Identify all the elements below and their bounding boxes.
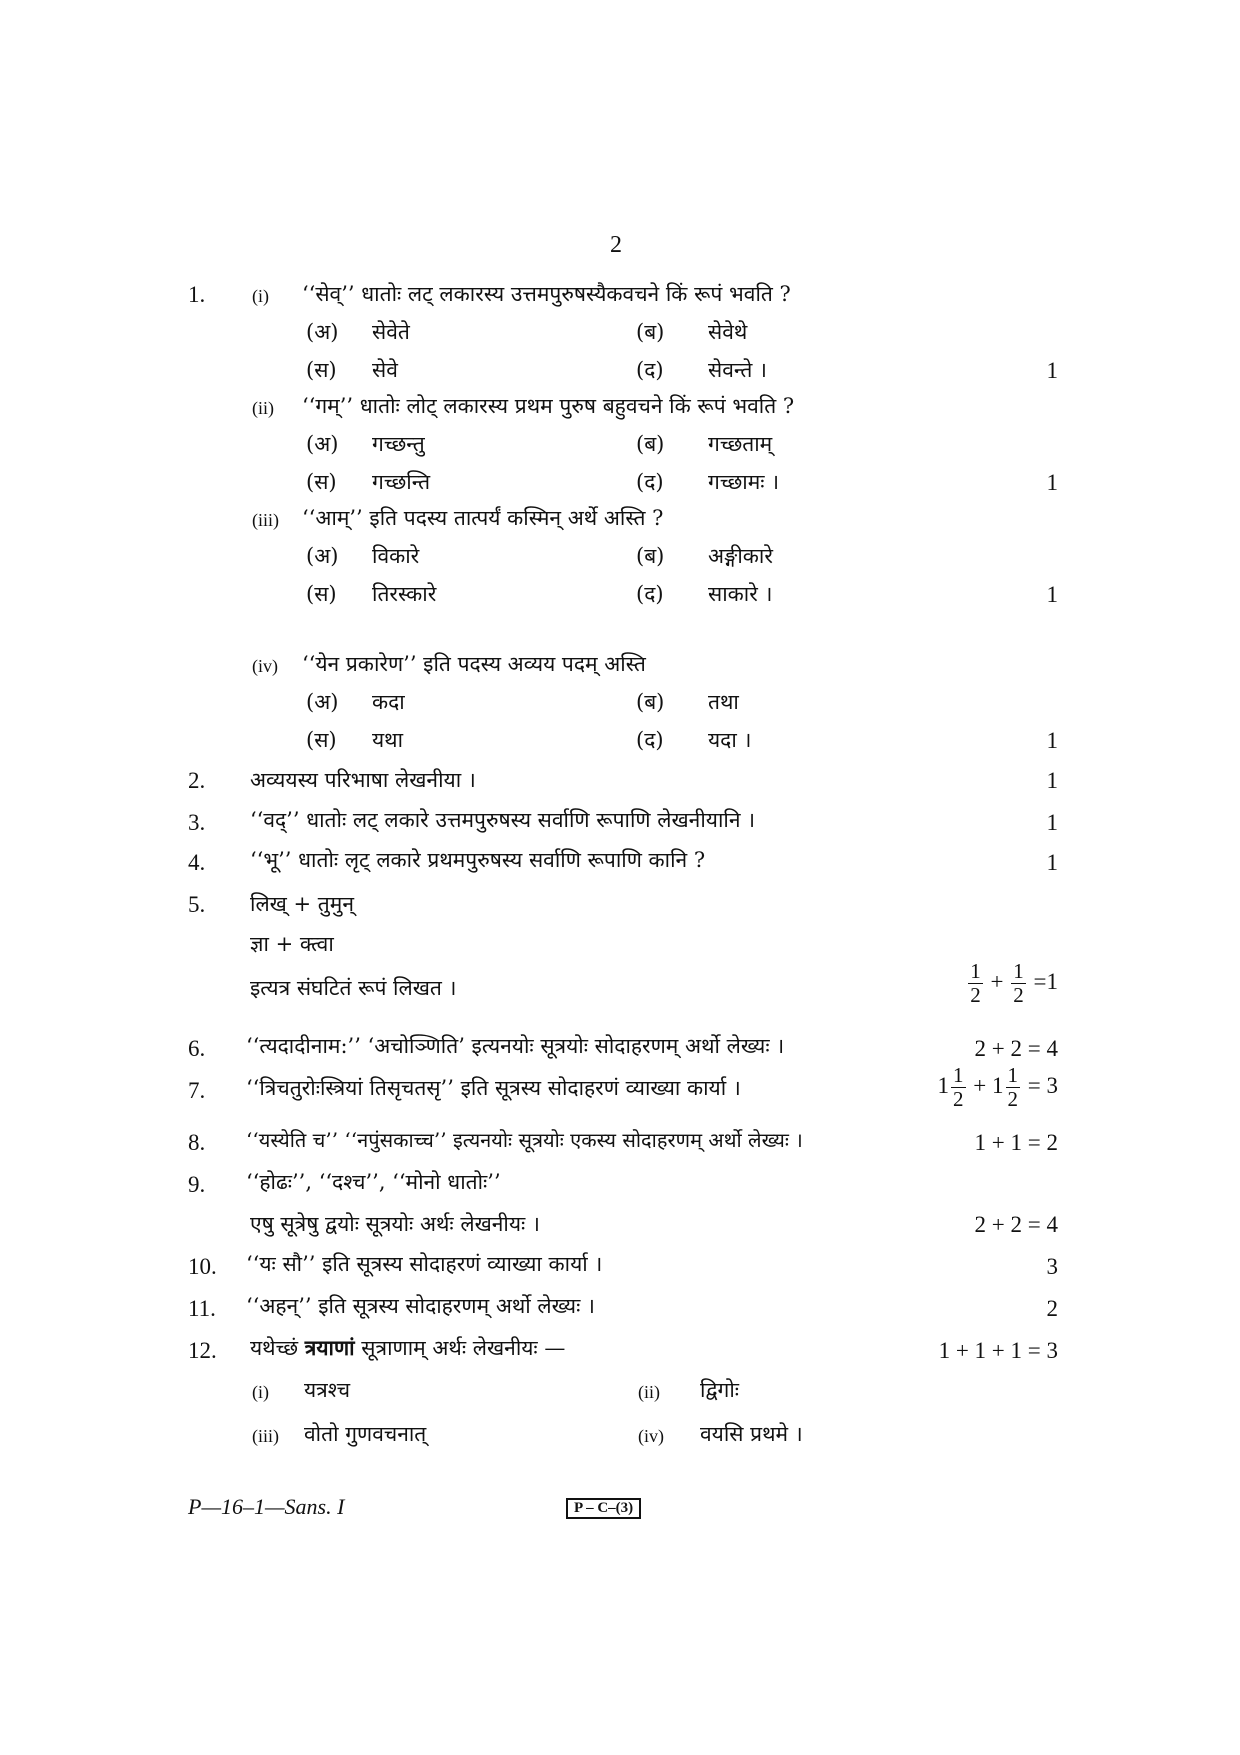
question-number: 5. — [188, 892, 206, 917]
option-text: सेवे — [372, 358, 398, 382]
question-text-line: एषु सूत्रेषु द्वयोः सूत्रयोः अर्थः लेखनीयः । — [250, 1212, 540, 1236]
question-text: ‘‘यः सौ’’ इति सूत्रस्य सोदाहरणं व्याख्या कार्या । — [246, 1252, 603, 1276]
option-text: तथा — [708, 690, 739, 714]
page-number: 2 — [610, 232, 622, 258]
marks: 1 $\frac{1}{2}$ + 1 $\frac{1}{2}$ = 3 — [937, 1063, 1058, 1112]
option-key: (ब) — [636, 320, 665, 344]
marks: 1 + 1 + 1 = 3 — [938, 1338, 1058, 1363]
option-text: विकारे — [372, 544, 420, 568]
item-text: वयसि प्रथमे । — [700, 1422, 803, 1446]
option-text: अङ्गीकारे — [708, 544, 773, 568]
fraction: $\frac{1}{2}$ — [1013, 959, 1024, 1008]
item-text: द्विगोः — [700, 1378, 740, 1402]
question-number: 7. — [188, 1078, 206, 1103]
option-key: (द) — [636, 470, 664, 494]
sub-question-label: (iv) — [252, 656, 278, 676]
option-text: यथा — [372, 728, 404, 752]
marks: 3 — [1046, 1254, 1058, 1279]
question-number: 1. — [188, 282, 206, 307]
option-text: गच्छन्ति — [372, 470, 431, 494]
marks: 1 — [1046, 470, 1058, 495]
question-text: ‘‘वद्’’ धातोः लट् लकारे उत्तमपुरुषस्य सर्वाणि रूपाणि लेखनीयानि । — [250, 808, 756, 832]
option-key: (अ) — [306, 432, 339, 456]
question-text-line: ‘‘होढः’’, ‘‘दश्च’’, ‘‘मोनो धातोः’’ — [246, 1170, 501, 1194]
marks: 1 + 1 = 2 — [974, 1130, 1058, 1155]
question-number: 6. — [188, 1036, 206, 1061]
sub-question-label: (i) — [252, 286, 269, 306]
sub-question-label: (ii) — [252, 398, 274, 418]
option-text: गच्छताम् — [708, 432, 773, 456]
question-number: 4. — [188, 850, 206, 875]
question-text: अव्ययस्य परिभाषा लेखनीया । — [250, 768, 476, 792]
option-key: (स) — [306, 470, 337, 494]
emphasis: त्रयाणां — [304, 1335, 355, 1360]
option-text: गच्छन्तु — [372, 432, 425, 456]
paper-code: P—16–1—Sans. I — [188, 1494, 345, 1519]
item-label: (iv) — [638, 1426, 664, 1446]
fraction: $\frac{1}{2}$ — [970, 959, 981, 1008]
item-text: वोतो गुणवचनात् — [304, 1422, 427, 1446]
option-key: (स) — [306, 728, 337, 752]
option-key: (ब) — [636, 690, 665, 714]
marks: 1 — [1046, 358, 1058, 383]
question-text: ‘‘अहन्’’ इति सूत्रस्य सोदाहरणम् अर्थो लेख्यः । — [246, 1294, 595, 1318]
option-key: (द) — [636, 358, 664, 382]
option-text: कदा — [372, 690, 405, 714]
question-number: 8. — [188, 1130, 206, 1155]
option-text: तिरस्कारे — [372, 582, 437, 606]
sub-question-text: ‘‘गम्’’ धातोः लोट् लकारस्य प्रथम पुरुष बहुवचने किं रूपं भवति ? — [302, 394, 795, 418]
sub-question-label: (iii) — [252, 510, 279, 530]
marks: 2 + 2 = 4 — [974, 1212, 1058, 1237]
option-key: (अ) — [306, 544, 339, 568]
option-text: सेवन्ते । — [708, 358, 767, 382]
sub-question-text: ‘‘येन प्रकारेण’’ इति पदस्य अव्यय पदम् अस्ति — [302, 652, 646, 676]
question-text: ‘‘त्रिचतुरोःस्त्रियां तिसृचतसृ’’ इति सूत्रस्य सोदाहरणं व्याख्या कार्या । — [246, 1076, 741, 1100]
question-text-line: लिख् + तुमुन् — [250, 892, 354, 916]
question-text-line: इत्यत्र संघटितं रूपं लिखत । — [250, 976, 457, 1000]
sub-question-text: ‘‘आम्’’ इति पदस्य तात्पर्यं कस्मिन् अर्थे अस्ति ? — [302, 506, 664, 530]
fraction: $\frac{1}{2}$ — [1007, 1063, 1019, 1112]
question-text: यथेच्छं त्रयाणां सूत्राणाम् अर्थः लेखनीयः — — [250, 1335, 566, 1360]
question-number: 9. — [188, 1172, 206, 1197]
marks: 1 — [1046, 810, 1058, 835]
question-number: 11. — [188, 1296, 216, 1321]
page-code-box: P – C–(3) — [566, 1498, 641, 1519]
option-key: (स) — [306, 582, 337, 606]
option-key: (स) — [306, 358, 337, 382]
option-text: सेवेथे — [708, 320, 748, 344]
marks: $\frac{1}{2}$ + $\frac{1}{2}$ =1 — [970, 959, 1058, 1008]
item-text: यत्रश्च — [304, 1378, 351, 1402]
option-text: यदा । — [708, 728, 752, 752]
option-text: गच्छामः । — [708, 470, 780, 494]
sub-question-text: ‘‘सेव्’’ धातोः लट् लकारस्य उत्तमपुरुषस्यैकवचने किं रूपं भवति ? — [302, 282, 791, 306]
marks: 1 — [1046, 582, 1058, 607]
option-key: (द) — [636, 582, 664, 606]
option-key: (ब) — [636, 544, 665, 568]
option-text: साकारे । — [708, 582, 773, 606]
question-text: ‘‘भू’’ धातोः लृट् लकारे प्रथमपुरुषस्य सर्वाणि रूपाणि कानि ? — [250, 848, 706, 872]
marks: 2 + 2 = 4 — [974, 1036, 1058, 1061]
question-text-line: ज्ञा + क्त्वा — [250, 932, 334, 956]
question-number: 10. — [188, 1254, 217, 1279]
question-number: 2. — [188, 768, 206, 793]
marks: 1 — [1046, 850, 1058, 875]
question-number: 12. — [188, 1338, 217, 1363]
marks: 1 — [1046, 728, 1058, 753]
question-text: ‘‘त्यदादीनाम:’’ ‘अचोञ्णिति’ इत्यनयोः सूत्रयोः सोदाहरणम् अर्थो लेख्यः । — [246, 1034, 785, 1058]
option-key: (अ) — [306, 320, 339, 344]
option-key: (अ) — [306, 690, 339, 714]
marks: 2 — [1046, 1296, 1058, 1321]
option-key: (ब) — [636, 432, 665, 456]
question-number: 3. — [188, 810, 206, 835]
item-label: (ii) — [638, 1382, 660, 1402]
fraction: $\frac{1}{2}$ — [953, 1063, 964, 1112]
item-label: (i) — [252, 1382, 269, 1402]
marks: 1 — [1046, 768, 1058, 793]
item-label: (iii) — [252, 1426, 279, 1446]
option-key: (द) — [636, 728, 664, 752]
question-text: ‘‘यस्येति च’’ ‘‘नपुंसकाच्च’’ इत्यनयोः सूत्रयोः एकस्य सोदाहरणम् अर्थो लेख्यः । — [246, 1128, 803, 1152]
option-text: सेवेते — [372, 320, 410, 344]
